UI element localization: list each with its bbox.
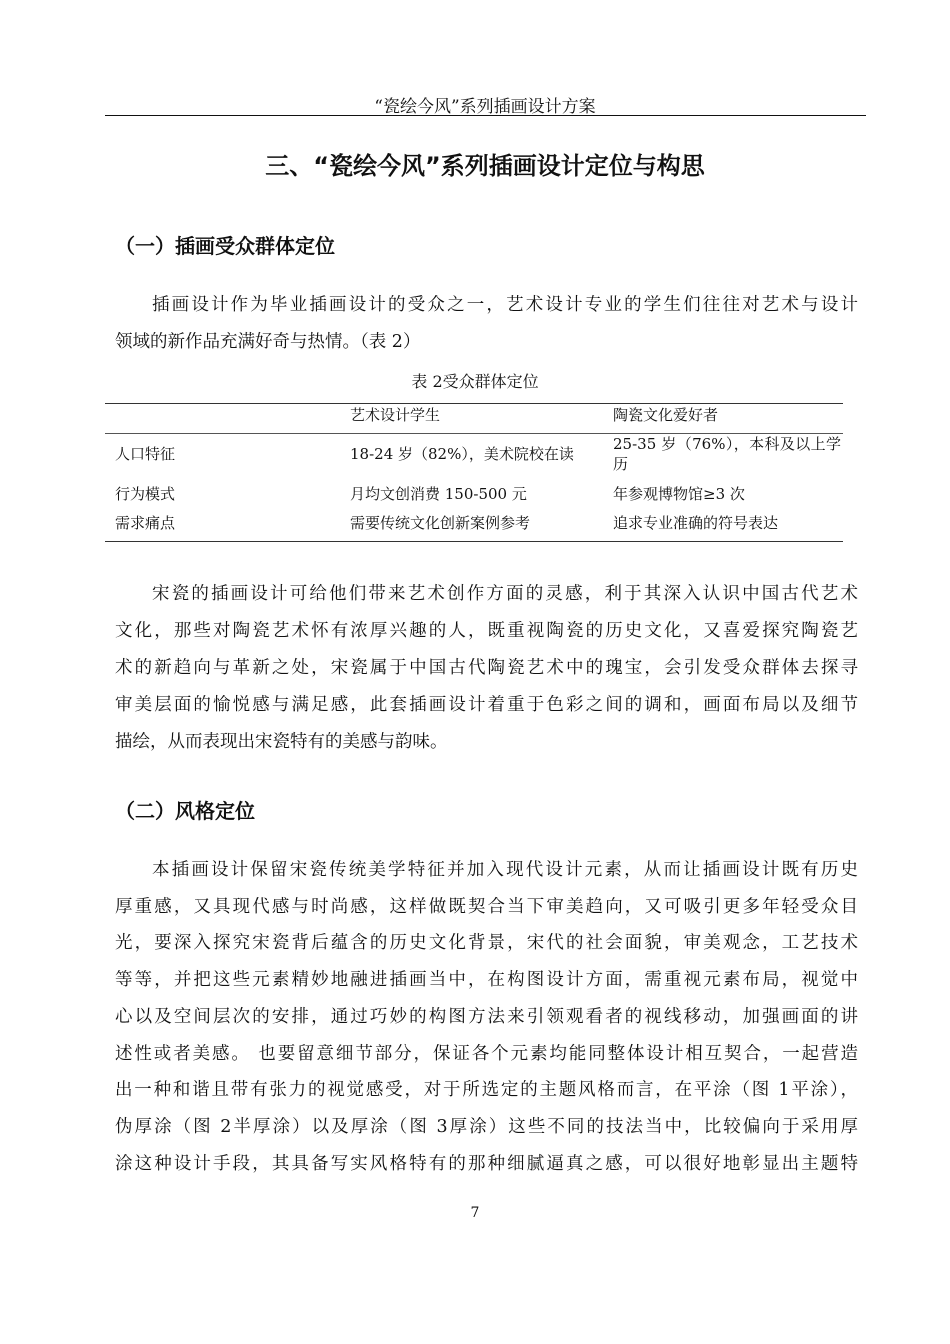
paragraph-line: 领域的新作品充满好奇与热情。（表 2） (115, 331, 421, 352)
table-cell: 25-35 岁（76%），本科及以上学历 (613, 435, 841, 473)
table-cell: 月均文创消费 150-500 元 (350, 485, 527, 503)
section-heading-audience: （一）插画受众群体定位 (115, 234, 335, 258)
chapter-title: 三、“瓷绘今风”系列插画设计定位与构思 (265, 152, 705, 180)
paragraph-line: 出一种和谐且带有张力的视觉感受，对于所选定的主题风格而言，在平涂（图 1平涂）， (115, 1080, 858, 1101)
table-cell: 追求专业准确的符号表达 (613, 514, 779, 532)
table-header-cell: 艺术设计学生 (350, 406, 441, 424)
table-cell: 人口特征 (115, 445, 176, 463)
paragraph-line: 涂这种设计手段，其具备写实风格特有的那种细腻逼真之感，可以很好地彰显出主题特 (115, 1153, 858, 1174)
running-header: “瓷绘今风”系列插画设计方案 (374, 97, 596, 117)
table-cell: 需求痛点 (115, 514, 176, 532)
table-cell: 18-24 岁（82%），美术院校在读 (350, 445, 574, 463)
paragraph-line: 描绘，从而表现出宋瓷特有的美感与韵味。 (115, 732, 448, 752)
table-cell: 行为模式 (115, 485, 176, 503)
header-rule (105, 115, 866, 116)
paragraph-line: 审美层面的愉悦感与满足感，此套插画设计着重于色彩之间的调和，画面布局以及细节 (115, 695, 858, 715)
paragraph-line: 术的新趋向与革新之处，宋瓷属于中国古代陶瓷艺术中的瑰宝，会引发受众群体去探寻 (115, 658, 858, 678)
table-top-rule (105, 403, 843, 404)
paragraph-line: 厚重感，又具现代感与时尚感，这样做既契合当下审美趋向，又可吸引更多年轻受众目 (115, 896, 858, 917)
table-bottom-rule (105, 541, 843, 542)
paragraph-line: 文化，那些对陶瓷艺术怀有浓厚兴趣的人，既重视陶瓷的历史文化，又喜爱探究陶瓷艺 (115, 621, 858, 641)
paragraph-line: 等等，并把这些元素精妙地融进插画当中，在构图设计方面，需重视元素布局，视觉中 (115, 970, 858, 991)
table-header-cell: 陶瓷文化爱好者 (613, 406, 719, 424)
paragraph-line: 宋瓷的插画设计可给他们带来艺术创作方面的灵感，利于其深入认识中国古代艺术 (152, 584, 858, 604)
paragraph-line: 光，要深入探究宋瓷背后蕴含的历史文化背景，宋代的社会面貌，审美观念，工艺技术 (115, 933, 858, 954)
page-number: 7 (470, 1205, 480, 1221)
table-caption: 表 2受众群体定位 (411, 372, 539, 391)
paragraph-line: 心以及空间层次的安排，通过巧妙的构图方法来引领观看者的视线移动，加强画面的讲 (115, 1006, 858, 1027)
table-cell: 需要传统文化创新案例参考 (350, 514, 531, 532)
section-heading-style: （二）风格定位 (115, 799, 255, 823)
paragraph-line: 述性或者美感。 也要留意细节部分，保证各个元素均能同整体设计相互契合，一起营造 (115, 1043, 858, 1064)
paragraph-line: 伪厚涂（图 2半厚涂）以及厚涂（图 3厚涂）这些不同的技法当中，比较偏向于采用厚 (115, 1116, 858, 1137)
table-cell: 年参观博物馆≥3 次 (613, 485, 745, 503)
paragraph-line: 本插画设计保留宋瓷传统美学特征并加入现代设计元素，从而让插画设计既有历史 (152, 860, 858, 880)
paragraph-line: 插画设计作为毕业插画设计的受众之一，艺术设计专业的学生们往往对艺术与设计 (152, 295, 858, 315)
